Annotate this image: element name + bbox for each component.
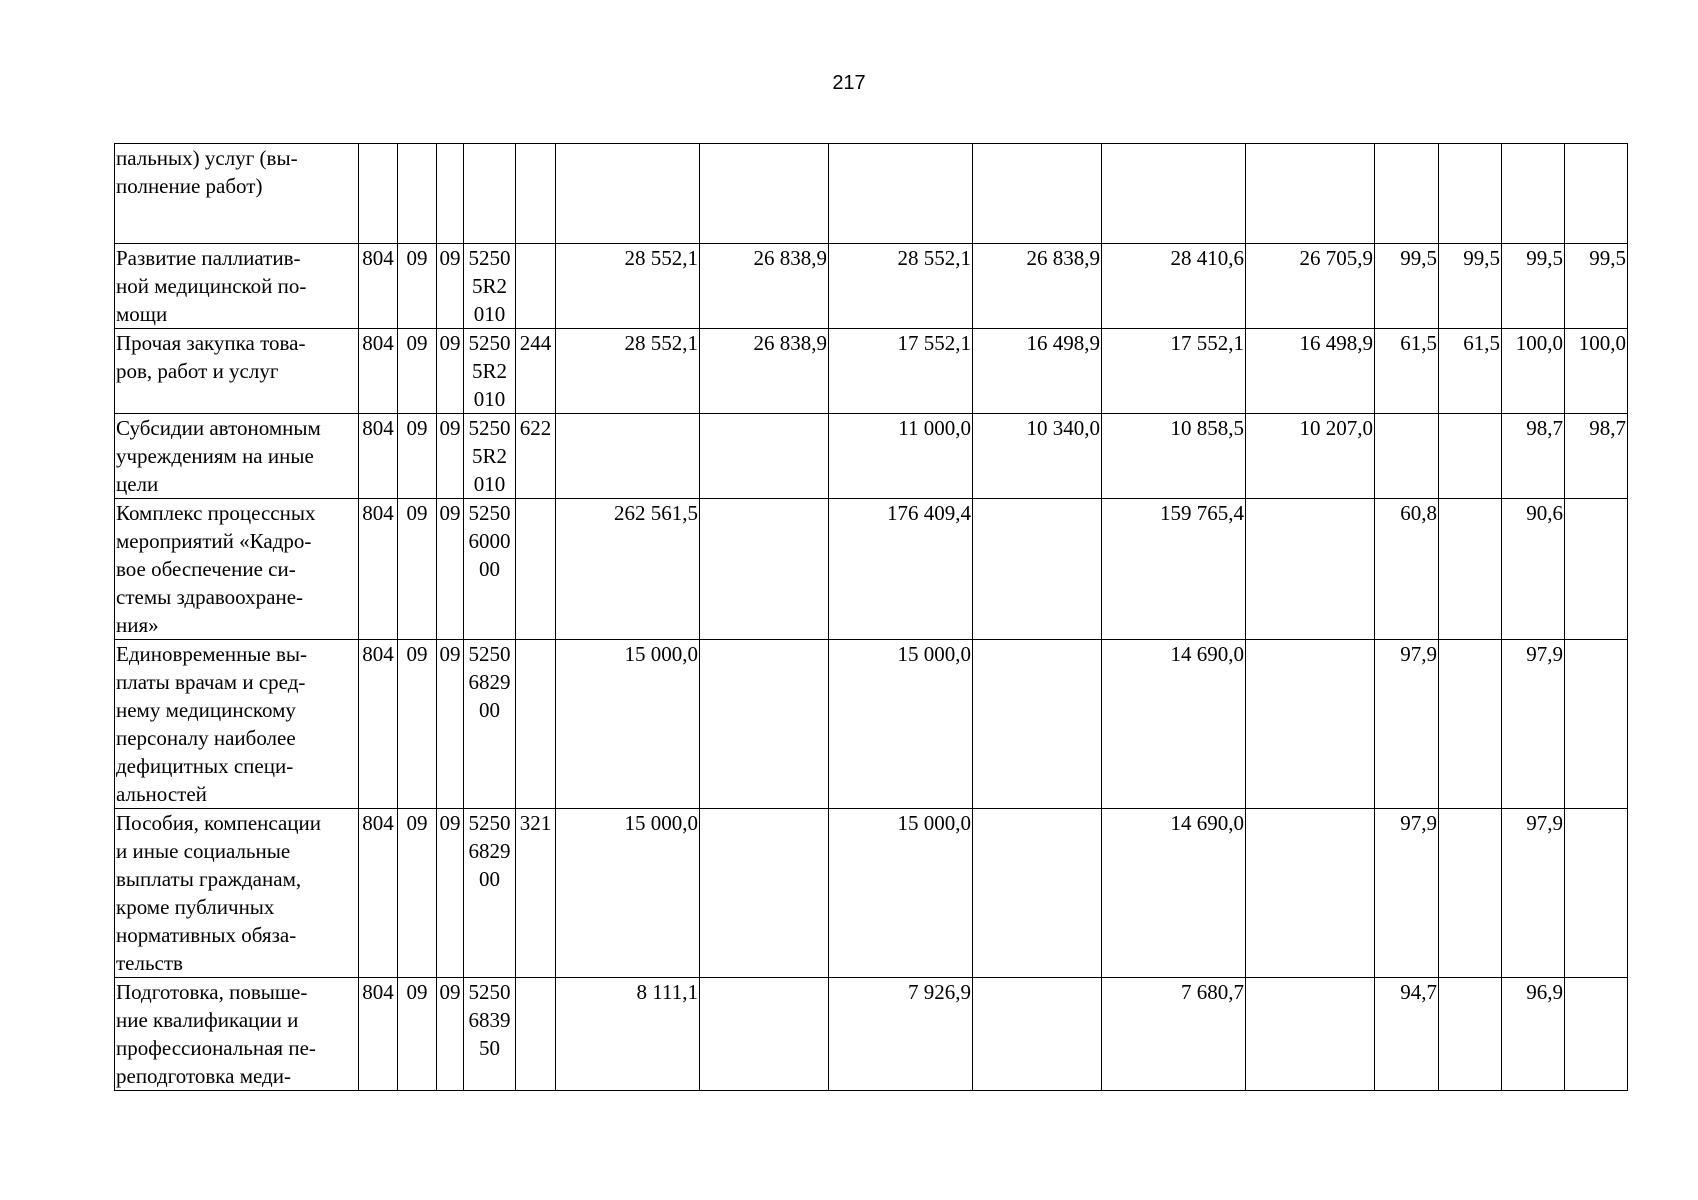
cell-text: реподготовка меди- xyxy=(116,1064,291,1088)
cell-text: 61,5 xyxy=(1463,331,1500,355)
target-article-cell xyxy=(464,414,516,499)
amount-cell xyxy=(700,329,829,414)
cell-text: 00 xyxy=(479,557,500,581)
cell-text: Субсидии автономным xyxy=(116,416,321,440)
subsection-code-cell xyxy=(437,144,464,244)
cell-text: пальных) услуг (вы- xyxy=(116,146,298,170)
amount-cell xyxy=(556,144,700,244)
cell-text: Подготовка, повыше- xyxy=(116,980,308,1004)
amount-cell xyxy=(829,144,973,244)
cell-text: 804 xyxy=(362,331,394,355)
cell-text: 5250 xyxy=(468,980,511,1004)
subsection-code-cell xyxy=(437,329,464,414)
cell-text: 50 xyxy=(479,1036,500,1060)
amount-cell xyxy=(700,640,829,809)
cell-text: учреждениям на иные xyxy=(116,444,314,468)
ved-code-cell xyxy=(359,809,398,978)
percent-cell xyxy=(1375,414,1439,499)
cell-text: 09 xyxy=(439,501,461,525)
amount-cell xyxy=(700,809,829,978)
cell-text: 262 561,5 xyxy=(614,501,698,525)
section-code-cell xyxy=(398,640,437,809)
subsection-code-cell xyxy=(437,499,464,640)
cell-text: 5R2 xyxy=(471,444,507,468)
target-article-cell xyxy=(464,809,516,978)
amount-cell xyxy=(556,329,700,414)
cell-text: 804 xyxy=(362,416,394,440)
amount-cell xyxy=(973,144,1102,244)
cell-text: мероприятий «Кадро- xyxy=(116,529,312,553)
amount-cell xyxy=(829,499,973,640)
cell-text: ние квалификации и xyxy=(116,1008,299,1032)
ved-code-cell xyxy=(359,244,398,329)
row-name-cell xyxy=(115,144,359,244)
row-name-cell xyxy=(115,244,359,329)
expense-type-cell xyxy=(516,978,556,1091)
cell-text: 5R2 xyxy=(471,359,507,383)
amount-cell xyxy=(829,244,973,329)
cell-text: Пособия, компенсации xyxy=(116,811,322,835)
cell-text: 14 690,0 xyxy=(1170,811,1244,835)
cell-text: 5250 xyxy=(468,642,511,666)
percent-cell xyxy=(1565,499,1628,640)
amount-cell xyxy=(1102,244,1246,329)
cell-text: 804 xyxy=(362,980,394,1004)
cell-text: 321 xyxy=(519,811,552,835)
percent-cell xyxy=(1502,329,1565,414)
percent-cell xyxy=(1375,244,1439,329)
cell-text: нормативных обяза- xyxy=(116,923,297,947)
amount-cell xyxy=(1246,499,1375,640)
percent-cell xyxy=(1502,978,1565,1091)
section-code-cell xyxy=(398,244,437,329)
cell-text: 98,7 xyxy=(1526,416,1563,440)
cell-text: 09 xyxy=(406,980,428,1004)
percent-cell xyxy=(1375,640,1439,809)
cell-text: 99,5 xyxy=(1589,246,1626,270)
amount-cell xyxy=(1246,640,1375,809)
amount-cell xyxy=(1246,414,1375,499)
amount-cell xyxy=(973,809,1102,978)
cell-text: 6000 xyxy=(468,529,511,553)
target-article-cell xyxy=(464,499,516,640)
cell-text: 09 xyxy=(406,501,428,525)
ved-code-cell xyxy=(359,329,398,414)
percent-cell xyxy=(1375,809,1439,978)
percent-cell xyxy=(1439,144,1502,244)
target-article-cell xyxy=(464,144,516,244)
cell-text: персоналу наиболее xyxy=(116,726,296,750)
table-row xyxy=(115,329,1628,414)
table-row xyxy=(115,499,1628,640)
page-number: 217 xyxy=(832,72,866,94)
amount-cell xyxy=(700,414,829,499)
section-code-cell xyxy=(398,499,437,640)
subsection-code-cell xyxy=(437,244,464,329)
table-row xyxy=(115,640,1628,809)
amount-cell xyxy=(973,499,1102,640)
amount-cell xyxy=(973,640,1102,809)
amount-cell xyxy=(1102,144,1246,244)
cell-text: 15 000,0 xyxy=(624,642,698,666)
cell-text: 010 xyxy=(473,387,506,411)
expense-type-cell xyxy=(516,144,556,244)
expense-type-cell xyxy=(516,329,556,414)
amount-cell xyxy=(973,244,1102,329)
amount-cell xyxy=(556,809,700,978)
percent-cell xyxy=(1565,329,1628,414)
percent-cell xyxy=(1502,809,1565,978)
row-name-cell xyxy=(115,499,359,640)
percent-cell xyxy=(1439,329,1502,414)
cell-text: ной медицинской по- xyxy=(116,274,307,298)
amount-cell xyxy=(1102,414,1246,499)
cell-text: 010 xyxy=(473,472,506,496)
cell-text: полнение работ) xyxy=(116,174,263,198)
cell-text: 6829 xyxy=(468,670,511,694)
percent-cell xyxy=(1565,978,1628,1091)
amount-cell xyxy=(1102,809,1246,978)
cell-text: 09 xyxy=(439,246,461,270)
expense-type-cell xyxy=(516,640,556,809)
percent-cell xyxy=(1439,809,1502,978)
subsection-code-cell xyxy=(437,809,464,978)
amount-cell xyxy=(829,978,973,1091)
amount-cell xyxy=(1246,809,1375,978)
ved-code-cell xyxy=(359,640,398,809)
cell-text: 17 552,1 xyxy=(897,331,971,355)
cell-text: 09 xyxy=(406,331,428,355)
cell-text: 100,0 xyxy=(1515,331,1563,355)
section-code-cell xyxy=(398,414,437,499)
cell-text: 17 552,1 xyxy=(1170,331,1244,355)
cell-text: 10 858,5 xyxy=(1170,416,1244,440)
cell-text: 176 409,4 xyxy=(887,501,971,525)
cell-text: 26 705,9 xyxy=(1299,246,1373,270)
row-name-cell xyxy=(115,978,359,1091)
cell-text: 16 498,9 xyxy=(1299,331,1373,355)
cell-text: 010 xyxy=(473,302,506,326)
amount-cell xyxy=(700,244,829,329)
percent-cell xyxy=(1375,144,1439,244)
percent-cell xyxy=(1502,244,1565,329)
percent-cell xyxy=(1375,499,1439,640)
amount-cell xyxy=(700,144,829,244)
cell-text: мощи xyxy=(116,302,168,326)
amount-cell xyxy=(1246,978,1375,1091)
cell-text: 00 xyxy=(479,867,500,891)
row-name-cell xyxy=(115,809,359,978)
cell-text: 97,9 xyxy=(1400,811,1437,835)
amount-cell xyxy=(973,329,1102,414)
cell-text: 6839 xyxy=(468,1008,511,1032)
cell-text: 10 340,0 xyxy=(1026,416,1100,440)
cell-text: 99,5 xyxy=(1400,246,1437,270)
cell-text: 10 207,0 xyxy=(1299,416,1373,440)
cell-text: 97,9 xyxy=(1526,642,1563,666)
cell-text: 7 680,7 xyxy=(1181,980,1244,1004)
cell-text: 5250 xyxy=(468,501,511,525)
section-code-cell xyxy=(398,144,437,244)
cell-text: 11 000,0 xyxy=(898,416,971,440)
amount-cell xyxy=(973,978,1102,1091)
cell-text: ров, работ и услуг xyxy=(116,359,279,383)
table-row xyxy=(115,414,1628,499)
cell-text: 98,7 xyxy=(1589,416,1626,440)
cell-text: 61,5 xyxy=(1400,331,1437,355)
section-code-cell xyxy=(398,809,437,978)
expense-type-cell xyxy=(516,414,556,499)
subsection-code-cell xyxy=(437,414,464,499)
percent-cell xyxy=(1565,244,1628,329)
cell-text: 159 765,4 xyxy=(1160,501,1244,525)
cell-text: 96,9 xyxy=(1526,980,1563,1004)
cell-text: 28 552,1 xyxy=(624,246,698,270)
cell-text: тельств xyxy=(116,951,183,975)
cell-text: 804 xyxy=(362,811,394,835)
cell-text: 15 000,0 xyxy=(897,642,971,666)
cell-text: 99,5 xyxy=(1526,246,1563,270)
cell-text: 244 xyxy=(519,331,552,355)
amount-cell xyxy=(829,809,973,978)
subsection-code-cell xyxy=(437,640,464,809)
cell-text: Развитие паллиатив- xyxy=(116,246,301,270)
cell-text: 5250 xyxy=(468,331,511,355)
table-row xyxy=(115,244,1628,329)
cell-text: 09 xyxy=(439,331,461,355)
section-code-cell xyxy=(398,329,437,414)
cell-text: 09 xyxy=(439,811,461,835)
percent-cell xyxy=(1439,978,1502,1091)
percent-cell xyxy=(1375,978,1439,1091)
cell-text: 26 838,9 xyxy=(753,246,827,270)
cell-text: 100,0 xyxy=(1578,331,1626,355)
percent-cell xyxy=(1502,499,1565,640)
target-article-cell xyxy=(464,329,516,414)
cell-text: Комплекс процессных xyxy=(116,501,316,525)
ved-code-cell xyxy=(359,144,398,244)
expense-type-cell xyxy=(516,244,556,329)
cell-text: нему медицинскому xyxy=(116,698,296,722)
cell-text: 804 xyxy=(362,501,394,525)
percent-cell xyxy=(1502,640,1565,809)
cell-text: 09 xyxy=(406,416,428,440)
cell-text: 622 xyxy=(519,416,552,440)
cell-text: 90,6 xyxy=(1526,501,1563,525)
cell-text: 26 838,9 xyxy=(1026,246,1100,270)
ved-code-cell xyxy=(359,978,398,1091)
amount-cell xyxy=(700,499,829,640)
cell-text: 09 xyxy=(406,642,428,666)
percent-cell xyxy=(1439,499,1502,640)
target-article-cell xyxy=(464,244,516,329)
amount-cell xyxy=(1102,329,1246,414)
cell-text: 09 xyxy=(439,642,461,666)
percent-cell xyxy=(1439,640,1502,809)
amount-cell xyxy=(556,244,700,329)
percent-cell xyxy=(1565,809,1628,978)
percent-cell xyxy=(1565,640,1628,809)
cell-text: 28 410,6 xyxy=(1170,246,1244,270)
cell-text: 15 000,0 xyxy=(624,811,698,835)
cell-text: ния» xyxy=(116,613,159,637)
cell-text: 60,8 xyxy=(1400,501,1437,525)
cell-text: 97,9 xyxy=(1400,642,1437,666)
expense-type-cell xyxy=(516,499,556,640)
ved-code-cell xyxy=(359,499,398,640)
amount-cell xyxy=(829,329,973,414)
cell-text: 5R2 xyxy=(471,274,507,298)
amount-cell xyxy=(556,978,700,1091)
cell-text: дефицитных специ- xyxy=(116,754,294,778)
percent-cell xyxy=(1375,329,1439,414)
row-name-cell xyxy=(115,414,359,499)
cell-text: Прочая закупка това- xyxy=(116,331,306,355)
percent-cell xyxy=(1439,244,1502,329)
amount-cell xyxy=(829,640,973,809)
cell-text: 99,5 xyxy=(1463,246,1500,270)
percent-cell xyxy=(1565,414,1628,499)
cell-text: 00 xyxy=(479,698,500,722)
amount-cell xyxy=(1246,244,1375,329)
percent-cell xyxy=(1439,414,1502,499)
row-name-cell xyxy=(115,640,359,809)
cell-text: кроме публичных xyxy=(116,895,275,919)
amount-cell xyxy=(1246,144,1375,244)
cell-text: 5250 xyxy=(468,246,511,270)
percent-cell xyxy=(1502,144,1565,244)
cell-text: 09 xyxy=(406,811,428,835)
subsection-code-cell xyxy=(437,978,464,1091)
amount-cell xyxy=(1102,978,1246,1091)
cell-text: 6829 xyxy=(468,839,511,863)
cell-text: вое обеспечение си- xyxy=(116,557,296,581)
amount-cell xyxy=(829,414,973,499)
cell-text: 5250 xyxy=(468,811,511,835)
cell-text: выплаты гражданам, xyxy=(116,867,302,891)
table-row xyxy=(115,144,1628,244)
expense-type-cell xyxy=(516,809,556,978)
cell-text: и иные социальные xyxy=(116,839,291,863)
cell-text: 15 000,0 xyxy=(897,811,971,835)
amount-cell xyxy=(973,414,1102,499)
cell-text: платы врачам и сред- xyxy=(116,670,306,694)
table-row xyxy=(115,978,1628,1091)
percent-cell xyxy=(1502,414,1565,499)
cell-text: 804 xyxy=(362,642,394,666)
cell-text: 14 690,0 xyxy=(1170,642,1244,666)
target-article-cell xyxy=(464,640,516,809)
cell-text: альностей xyxy=(116,782,207,806)
cell-text: 28 552,1 xyxy=(624,331,698,355)
amount-cell xyxy=(556,414,700,499)
cell-text: 09 xyxy=(439,980,461,1004)
cell-text: 28 552,1 xyxy=(897,246,971,270)
amount-cell xyxy=(556,640,700,809)
amount-cell xyxy=(1102,640,1246,809)
section-code-cell xyxy=(398,978,437,1091)
cell-text: 804 xyxy=(362,246,394,270)
cell-text: Единовременные вы- xyxy=(116,642,308,666)
percent-cell xyxy=(1565,144,1628,244)
cell-text: цели xyxy=(116,472,159,496)
target-article-cell xyxy=(464,978,516,1091)
table-row xyxy=(115,809,1628,978)
ved-code-cell xyxy=(359,414,398,499)
cell-text: 16 498,9 xyxy=(1026,331,1100,355)
amount-cell xyxy=(1102,499,1246,640)
budget-execution-table xyxy=(114,143,1628,1091)
cell-text: стемы здравоохране- xyxy=(116,585,304,609)
cell-text: 5250 xyxy=(468,416,511,440)
cell-text: 7 926,9 xyxy=(908,980,971,1004)
amount-cell xyxy=(700,978,829,1091)
row-name-cell xyxy=(115,329,359,414)
cell-text: 09 xyxy=(406,246,428,270)
cell-text: 8 111,1 xyxy=(636,980,698,1004)
cell-text: 97,9 xyxy=(1526,811,1563,835)
cell-text: профессиональная пе- xyxy=(116,1036,316,1060)
cell-text: 26 838,9 xyxy=(753,331,827,355)
cell-text: 09 xyxy=(439,416,461,440)
amount-cell xyxy=(556,499,700,640)
amount-cell xyxy=(1246,329,1375,414)
cell-text: 94,7 xyxy=(1400,980,1437,1004)
